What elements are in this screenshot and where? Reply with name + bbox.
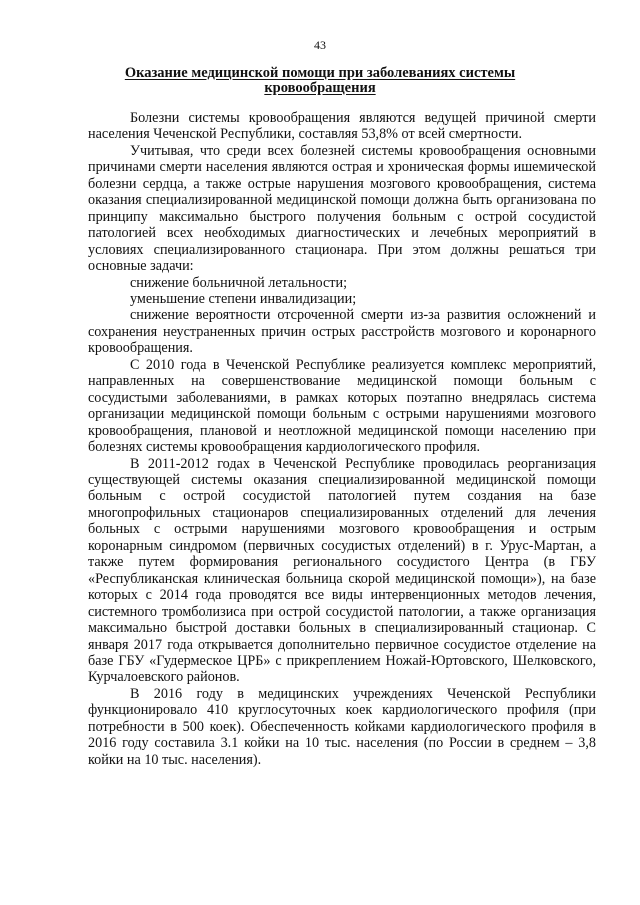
task-item-disability: уменьшение степени инвалидизации; xyxy=(130,290,357,307)
document-body xyxy=(88,110,596,768)
page-number: 43 xyxy=(314,38,326,52)
paragraph-beds-2016: В 2016 году в медицинских учреждениях Чеченской Республики функционировало 410 круглосуточных коек кардиологического профиля (при потребности в 500 коек). Обеспеченность койками кардиологического профиля в 2016 году составила 3.1 койки на 10 тыс. населения (по России в среднем – 3,8 койки на 10 тыс. населения). xyxy=(88,685,596,768)
paragraph-mortality: Болезни системы кровообращения являются ведущей причиной смерти населения Чеченской Республики, составляя 53,8% от всей смертности. xyxy=(88,110,596,143)
task-item-delayed-death: снижение вероятности отсроченной смерти из-за развития осложнений и сохранения неустраненных причин острых расстройств мозгового и коронарного кровообращения. xyxy=(88,307,596,357)
paragraph-reorganization-2011: В 2011-2012 годах в Чеченской Республике проводилась реорганизация существующей системы оказания специализированной медицинской помощи больным с острой сосудистой патологией путем создания на базе многопрофильных стационаров специализированных отделений для лечения больных с острыми нарушениями мозгового кровообращения и острым коронарным синдромом (первичных сосудистых отделений) в г. Урус-Мартан, а также путем формирования регионального сосудистого Центра (в ГБУ «Республиканская клиническая больница скорой медицинской помощи»), на базе которых с 2014 года проводятся все виды интервенционных методов лечения, системного тромболизиса при острой сосудистой патологии, а также организация максимально быстрой доставки больных в специализированный стационар. С января 2017 года открывается дополнительно первичное сосудистое отделение на базе ГБУ «Гудермеское ЦРБ» с прикреплением Ножай-Юртовского, Шелковского, Курчалоевского районов. xyxy=(88,455,596,686)
paragraph-organization-principle: Учитывая, что среди всех болезней системы кровообращения основными причинами смерти населения являются острая и хроническая формы ишемической болезни сердца, а также острые нарушения мозгового кровообращения, система оказания специализированной медицинской помощи должна быть организована по принципу максимально быстрого получения больным с острой сосудистой патологией всех необходимых диагностических и лечебных мероприятий в условиях специализированного стационара. При этом должны решаться три основные задачи: xyxy=(88,142,596,275)
section-title: Оказание медицинской помощи при заболеваниях системы кровообращения xyxy=(124,65,516,96)
paragraph-measures-2010: С 2010 года в Чеченской Республике реализуется комплекс мероприятий, направленных на совершенствование медицинской помощи больным с сосудистыми заболеваниями, в рамках которых поэтапно внедрялась система организации медицинской помощи больным с острыми нарушениями мозгового кровообращения, плановой и неотложной медицинской помощи населению при болезнях системы кровообращения кардиологического профиля. xyxy=(88,356,596,456)
task-item-lethality: снижение больничной летальности; xyxy=(130,274,348,291)
